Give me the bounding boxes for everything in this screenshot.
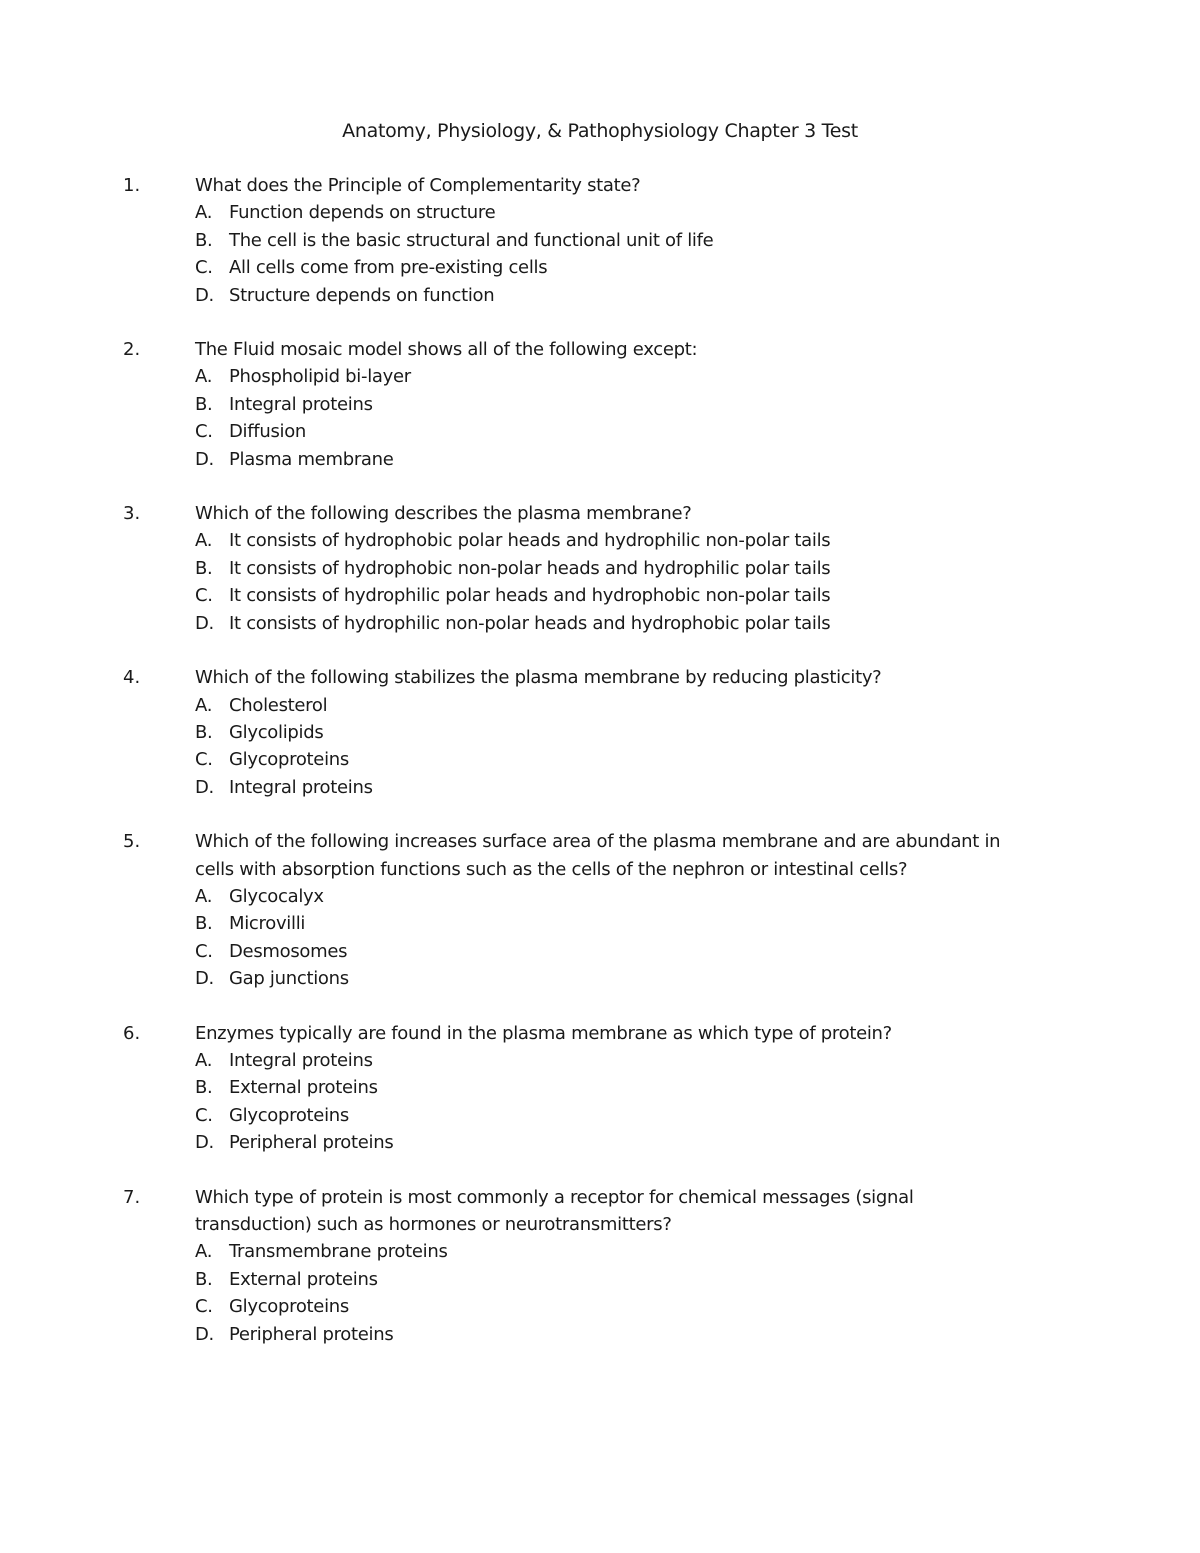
answer-option [195,1238,1200,1265]
answer-option [195,965,1200,992]
option-text: Transmembrane proteins [229,1241,448,1263]
question-text: The Fluid mosaic model shows all of the following except: [195,339,698,361]
answer-option [195,719,1200,746]
answer-option [195,938,1200,965]
question-number: 4. [123,667,141,689]
option-letter: C. [195,257,213,279]
option-text: The cell is the basic structural and functional unit of life [229,229,714,251]
option-text: Glycoproteins [229,749,349,771]
question-3 [0,500,1200,637]
option-text: Integral proteins [229,393,373,415]
answer-option [195,446,1200,473]
option-text: External proteins [229,1268,378,1290]
option-letter: A. [195,530,213,552]
option-letter: D. [195,776,214,798]
option-letter: A. [195,885,213,907]
option-text: Integral proteins [229,776,373,798]
question-1 [0,172,1200,309]
question-text: Which of the following increases surface area of the plasma membrane and are abundant in cells with absorption functions such as the cells of the nephron or intestinal cells? [195,831,1001,880]
answer-option [195,363,1200,390]
question-text: Which of the following describes the plasma membrane? [195,503,692,525]
option-letter: C. [195,1104,213,1126]
option-text: Gap junctions [229,968,349,990]
question-number: 7. [123,1186,141,1208]
answer-option [195,774,1200,801]
answer-option [195,1102,1200,1129]
option-letter: C. [195,940,213,962]
option-text: Phospholipid bi-layer [229,366,411,388]
option-text: All cells come from pre-existing cells [229,257,548,279]
option-text: Peripheral proteins [229,1132,394,1154]
answer-option [195,555,1200,582]
option-text: Glycoproteins [229,1296,349,1318]
question-list [0,172,1200,1375]
answer-option [195,883,1200,910]
question-5 [0,828,1200,992]
option-letter: A. [195,694,213,716]
option-text: It consists of hydrophilic non-polar heads and hydrophobic polar tails [229,612,831,634]
answer-option [195,227,1200,254]
answer-option [195,610,1200,637]
option-letter: C. [195,1296,213,1318]
option-letter: B. [195,1077,213,1099]
answer-option [195,1074,1200,1101]
option-letter: B. [195,913,213,935]
question-number: 6. [123,1022,141,1044]
answer-option [195,391,1200,418]
answer-option [195,1293,1200,1320]
answer-option [195,199,1200,226]
answer-option [195,282,1200,309]
option-text: Glycolipids [229,721,324,743]
answer-option [195,582,1200,609]
option-letter: B. [195,1268,213,1290]
answer-option [195,527,1200,554]
answer-options [0,1238,1200,1348]
option-letter: D. [195,448,214,470]
option-letter: C. [195,421,213,443]
option-letter: D. [195,1323,214,1345]
option-letter: D. [195,1132,214,1154]
option-letter: B. [195,557,213,579]
answer-option [195,1321,1200,1348]
option-text: Microvilli [229,913,306,935]
option-text: External proteins [229,1077,378,1099]
page-title: Anatomy, Physiology, & Pathophysiology Chapter 3 Test [342,120,858,142]
option-text: Integral proteins [229,1049,373,1071]
answer-options [0,883,1200,993]
option-letter: A. [195,202,213,224]
question-text: Which type of protein is most commonly a receptor for chemical messages (signal transduction) such as hormones or neurotransmitters? [195,1186,914,1235]
option-text: Cholesterol [229,694,328,716]
option-text: Glycoproteins [229,1104,349,1126]
question-4 [0,664,1200,801]
option-letter: A. [195,366,213,388]
option-text: Plasma membrane [229,448,394,470]
option-text: It consists of hydrophilic polar heads and hydrophobic non-polar tails [229,585,831,607]
answer-option [195,418,1200,445]
question-7 [0,1184,1200,1348]
answer-options [0,199,1200,309]
question-number: 1. [123,175,141,196]
option-letter: C. [195,585,213,607]
option-text: Diffusion [229,421,307,443]
question-text: What does the Principle of Complementarity state? [195,175,641,196]
option-text: It consists of hydrophobic polar heads and hydrophilic non-polar tails [229,530,831,552]
answer-option [195,254,1200,281]
option-letter: A. [195,1049,213,1071]
option-letter: B. [195,721,213,743]
answer-option [195,692,1200,719]
answer-options [0,527,1200,637]
option-letter: A. [195,1241,213,1263]
answer-options [0,1047,1200,1157]
option-letter: D. [195,612,214,634]
answer-option [195,1129,1200,1156]
option-letter: D. [195,284,214,306]
question-6 [0,1020,1200,1157]
question-text: Enzymes typically are found in the plasma membrane as which type of protein? [195,1022,892,1044]
option-letter: D. [195,968,214,990]
option-letter: C. [195,749,213,771]
option-text: It consists of hydrophobic non-polar heads and hydrophilic polar tails [229,557,831,579]
option-text: Function depends on structure [229,202,496,224]
answer-options [0,692,1200,802]
question-number: 5. [123,831,141,853]
option-text: Peripheral proteins [229,1323,394,1345]
option-letter: B. [195,229,213,251]
answer-option [195,1047,1200,1074]
option-letter: B. [195,393,213,415]
question-number: 3. [123,503,141,525]
answer-option [195,1266,1200,1293]
answer-option [195,910,1200,937]
question-text: Which of the following stabilizes the plasma membrane by reducing plasticity? [195,667,882,689]
option-text: Glycocalyx [229,885,324,907]
answer-options [0,363,1200,473]
question-number: 2. [123,339,141,361]
option-text: Structure depends on function [229,284,495,306]
option-text: Desmosomes [229,940,348,962]
answer-option [195,746,1200,773]
question-2 [0,336,1200,473]
